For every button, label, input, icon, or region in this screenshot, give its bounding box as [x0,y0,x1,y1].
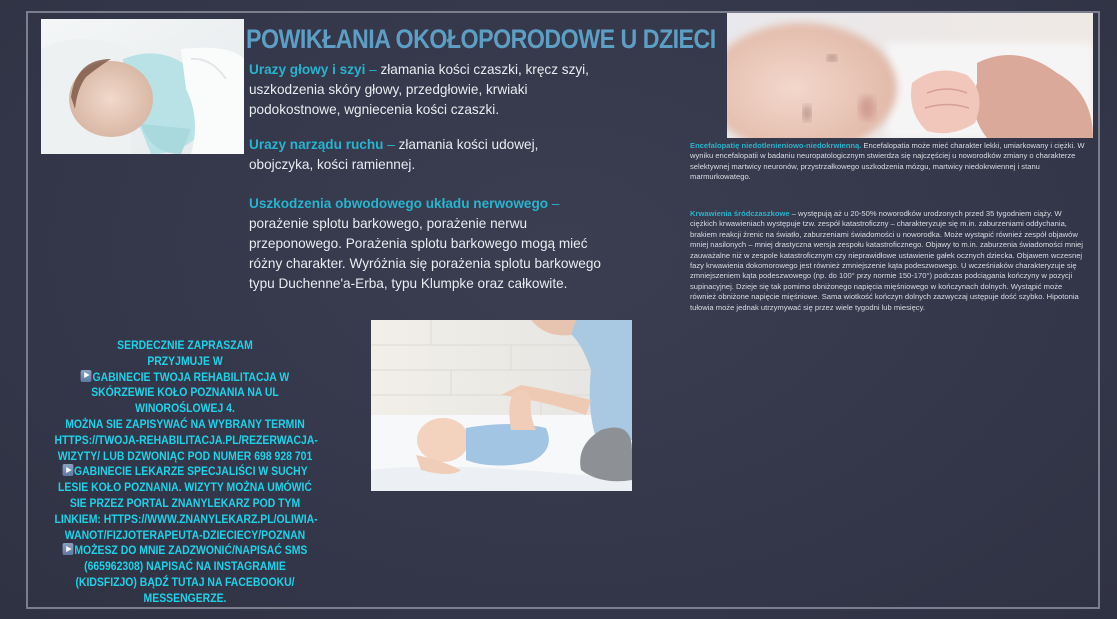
section-head-neck [249,60,599,120]
contact-line: MOŻNA SIE ZAPISYWAĆ NA WYBRANY TERMIN [65,417,305,431]
znanylekarz-link[interactable]: LINKIEM: HTTPS://WWW.ZNANYLEKARZ.PL/OLIWIA- [54,512,318,526]
section-heading: Encefalopatię niedotlenieniowo-niedokrwienną. [690,141,862,150]
section-heading: Krwawienia śródczaszkowe [690,209,790,218]
page-title: POWIKŁANIA OKOŁOPORODOWE U DZIECI [246,24,716,54]
sleeping-baby-photo [41,19,244,154]
newborn-hand-photo [727,13,1093,138]
physio-exercise-photo [371,320,632,491]
contact-line: GABINECIE LEKARZE SPECJALIŚCI W SUCHY [55,464,316,480]
contact-line-phone: WIZYTY/ LUB DZWONIĄC POD NUMER 698 928 701 [57,449,313,463]
contact-line-social: (KIDSFIZJO) BĄDŹ TUTAJ NA FACEBOOKU/ [75,575,295,589]
section-heading: Urazy narządu ruchu [249,137,384,152]
contact-line: MESSENGERZE. [143,591,227,605]
section-dash: – [548,196,560,211]
play-button-icon [62,464,73,476]
section-motor [249,135,569,175]
section-body: – występują aż u 20-50% noworodków urodzonych przed 35 tygodniem ciąży. W ciężkich krwawieniach występuje tzw. zespół katastroficzny – charakteryzuje się m.in. zaburzeniami oddychania, brakiem reakcji źrenic na światło, zaburzeniami świadomości u noworodka. Może wystąpić również zespół objawów mniej nasilonych – mniej drastyczna wersja zespołu katastroficznego. Objawy to m.in. zaburzenia świadomości mniej zauważalne niż w zespole katastroficznym czy nieprawidłowe ustawienie gałek ocznych dziecka. Objawem wczesnej fazy krwawienia dokomorowego jest również zmniejszenie kąta podeszwowego. U wcześniaków charakteryzuje się zmniejszeniem kąta podeszwowego (np. do 100° przy normie 150-170°) podczas podciągania kończyny w pozycji supinacyjnej. Dzieje się tak pomimo obniżonego napięcia mięśniowego w kończynach dolnych. Wystąpić może również obniżone napięcie mięśniowe. Sama wiotkość kończyn dolnych zazwyczaj ustępuje dość szybko. Hipotonia tułowia może jednak utrzymywać się przez wiele tygodni lub miesięcy. [690,209,1083,312]
section-peripheral-nerve [249,194,605,294]
section-encephalopathy [690,141,1090,183]
contact-line: GABINECIE TWOJA REHABILITACJA W [55,370,316,386]
section-hemorrhage [690,209,1090,313]
section-body: Encefalopatia może mieć charakter lekki, umiarkowany i ciężki. W wyniku encefalopatii w badaniu neuropatologicznym stwierdza się najczęściej u noworodków zmiany o charakterze selektywnej martwicy neuronów, przystrzałkowego uszkodzenia mózgu, martwicy niedokrwiennej i stanu marmurkowatego. [690,141,1085,182]
contact-line: WINOROŚLOWEJ 4. [135,402,235,416]
contact-line: SERDECZNIE ZAPRASZAM [117,339,253,352]
play-button-icon [81,370,92,382]
section-dash: – [383,137,399,152]
section-body: porażenie splotu barkowego, porażenie nerwu przeponowego. Porażenia splotu barkowego mogą mieć różny charakter. Wyróżnia się porażenia splotu barkowego typu Duchenne'a-Erba, typu Klumpke oraz całkowite. [249,216,601,291]
contact-line-sms: (665962308) NAPISAĆ NA INSTAGRAMIE [84,560,286,574]
contact-line: LESIE KOŁO POZNANIA. WIZYTY MOŻNA UMÓWIĆ [58,481,312,495]
znanylekarz-link-cont[interactable]: WANOT/FIZJOTERAPEUTA-DZIECIECY/POZNAN [64,528,306,542]
section-heading: Uszkodzenia obwodowego układu nerwowego [249,196,549,211]
play-button-icon [63,543,74,555]
contact-line: MOŻESZ DO MNIE ZADZWONIĆ/NAPISAĆ SMS [55,543,316,559]
section-body: złamania kości czaszki, kręcz szyi, uszkodzenia skóry głowy, przedgłowie, krwiaki podokostnowe, wgniecenia kości czaszki. [249,62,589,117]
section-dash: – [365,62,381,77]
contact-line: SIE PRZEZ PORTAL ZNANYLEKARZ POD TYM [69,496,301,510]
contact-info [55,338,316,607]
contact-line: SKÓRZEWIE KOŁO POZNANIA NA UL [91,386,279,400]
section-body: złamania kości udowej, obojczyka, kości ramiennej. [249,137,539,172]
section-heading: Urazy głowy i szyi [249,62,366,77]
contact-line: PRZYJMUJE W [147,354,223,368]
booking-link[interactable]: HTTPS://TWOJA-REHABILITACJA.PL/REZERWACJA- [54,433,318,447]
